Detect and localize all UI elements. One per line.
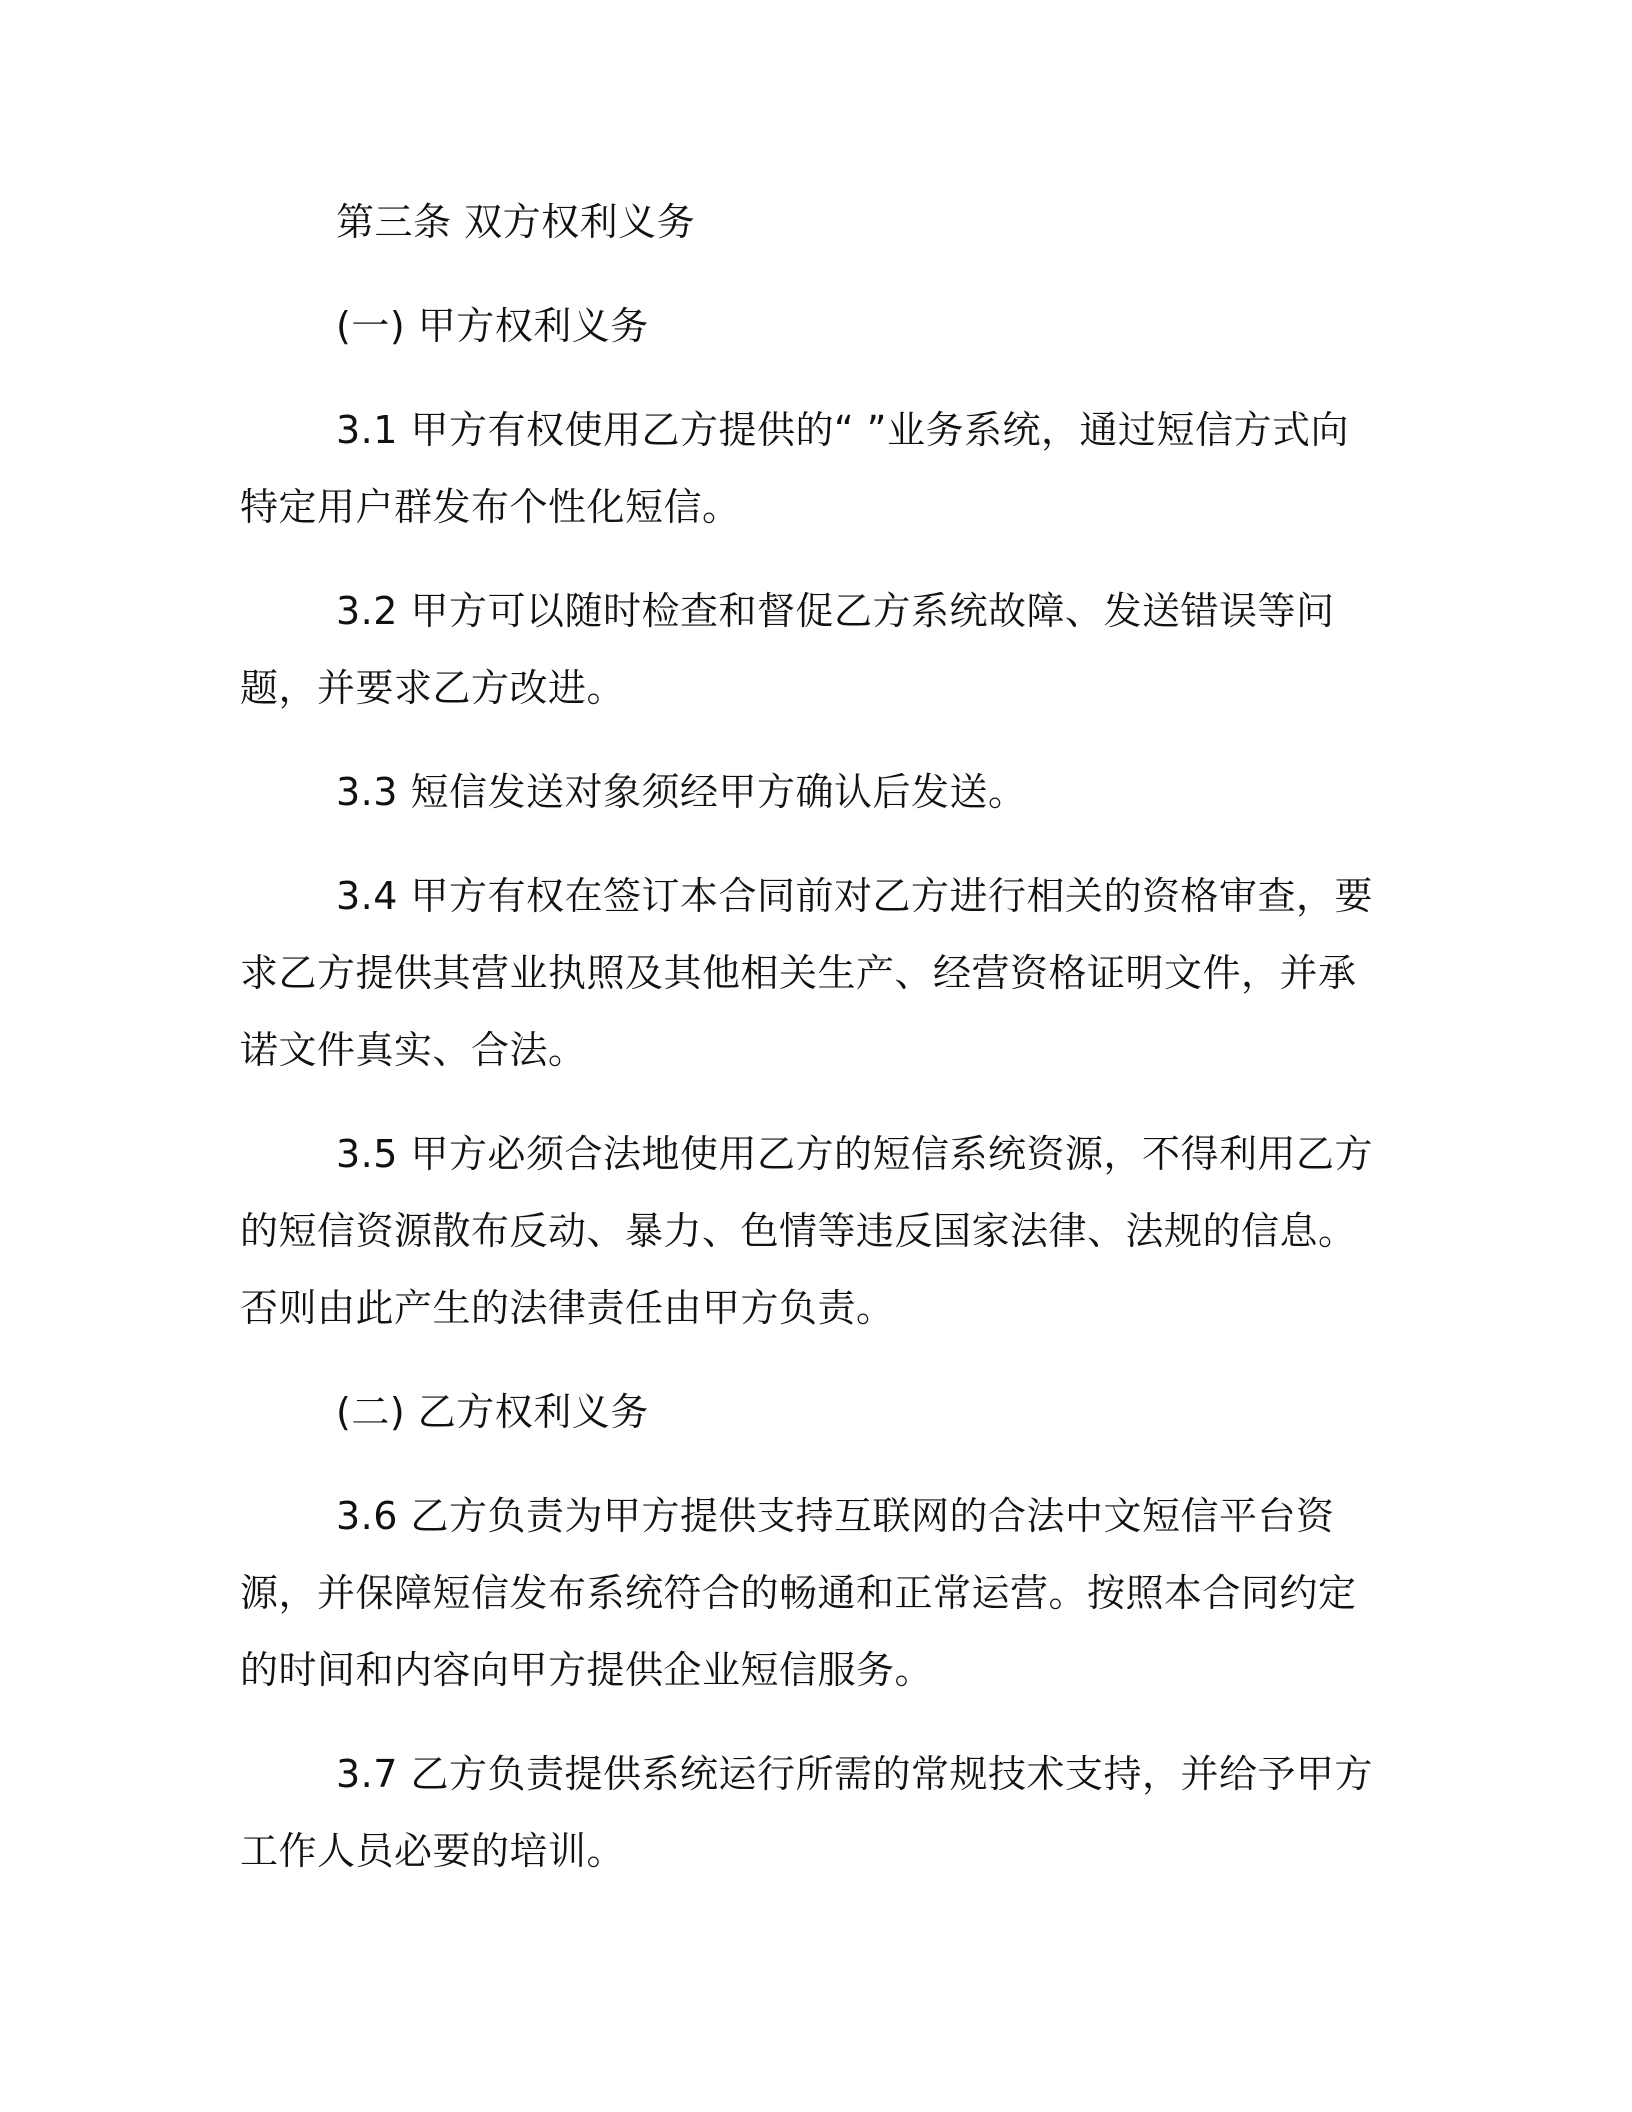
clause-3-2: 3.2 甲方可以随时检查和督促乙方系统故障、发送错误等问题，并要求乙方改进。 <box>240 589 1335 710</box>
clause-3-4: 3.4 甲方有权在签订本合同前对乙方进行相关的资格审查，要求乙方提供其营业执照及其他相关生产、经营资格证明文件，并承诺文件真实、合法。 <box>240 874 1374 1072</box>
clause-3-1: 3.1 甲方有权使用乙方提供的“ ”业务系统，通过短信方式向特定用户群发布个性化短信。 <box>240 408 1349 529</box>
clause-3-7: 3.7 乙方负责提供系统运行所需的常规技术支持，并给予甲方工作人员必要的培训。 <box>240 1752 1374 1873</box>
clause-3-6: 3.6 乙方负责为甲方提供支持互联网的合法中文短信平台资源，并保障短信发布系统符合的畅通和正常运营。按照本合同约定的时间和内容向甲方提供企业短信服务。 <box>240 1494 1357 1692</box>
section-heading-party-a: (一) 甲方权利义务 <box>336 304 649 348</box>
section-heading-party-b: (二) 乙方权利义务 <box>336 1390 649 1434</box>
document-body <box>240 184 1380 1917</box>
clause-3-3: 3.3 短信发送对象须经甲方确认后发送。 <box>336 770 1027 814</box>
article-title: 第三条 双方权利义务 <box>336 200 696 244</box>
clause-3-5: 3.5 甲方必须合法地使用乙方的短信系统资源，不得利用乙方的短信资源散布反动、暴力、色情等违反国家法律、法规的信息。否则由此产生的法律责任由甲方负责。 <box>240 1132 1374 1330</box>
